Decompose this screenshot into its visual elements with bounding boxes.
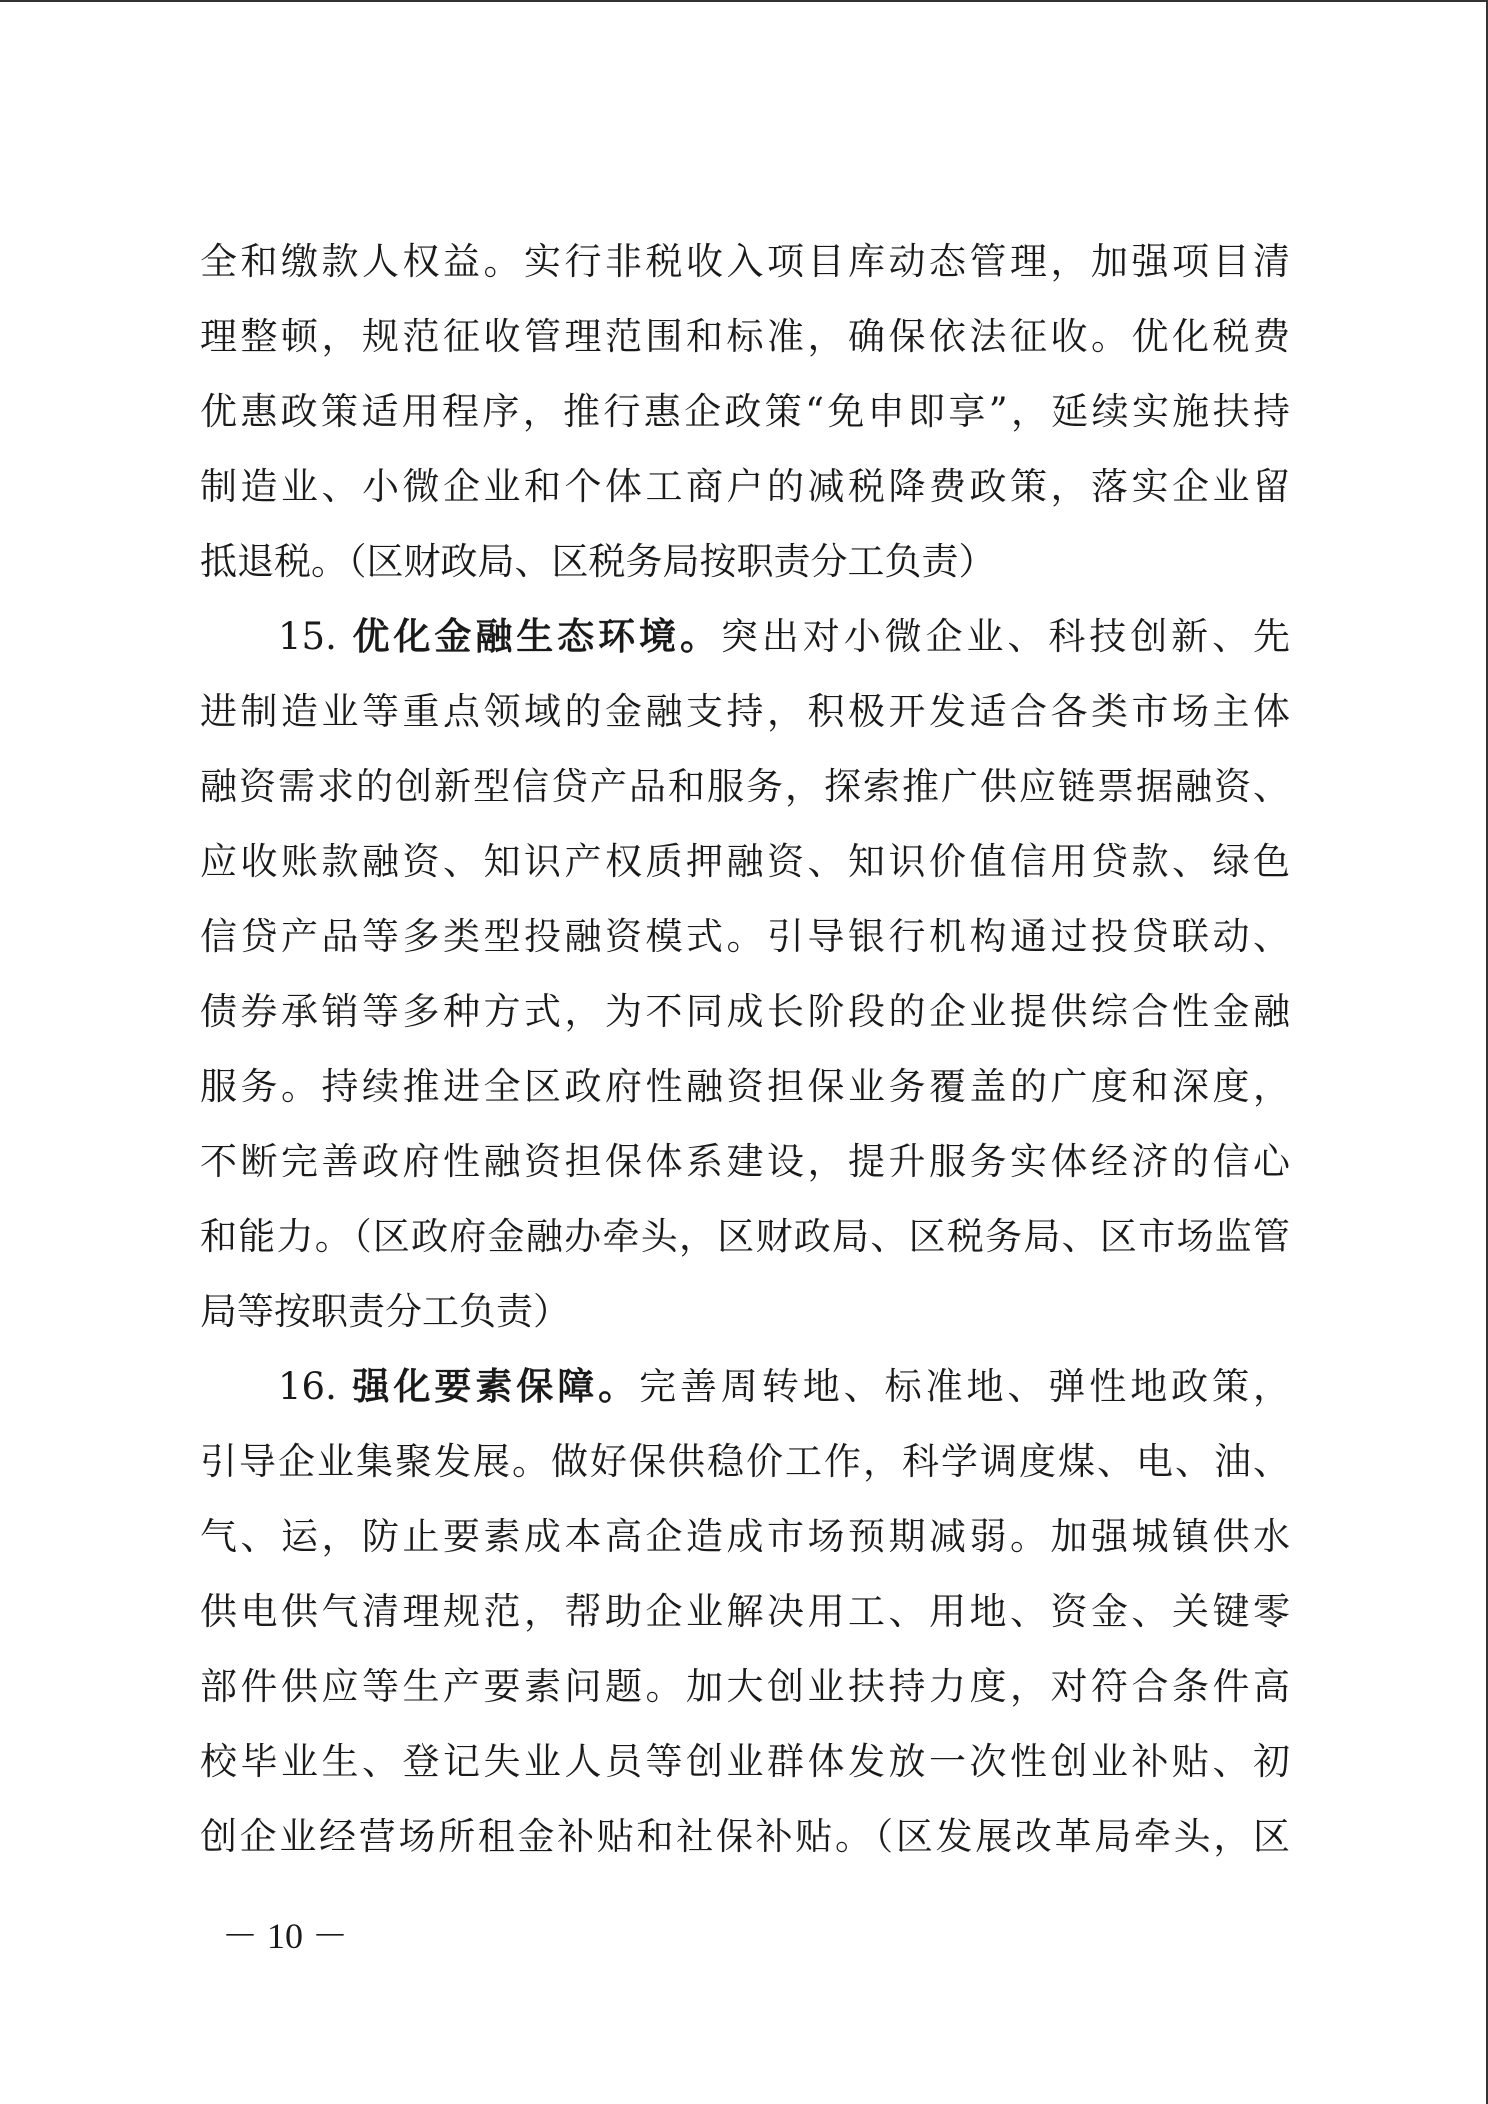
text-line: 优惠政策适用程序，推行惠企政策“免申即享”，延续实施扶持 <box>200 390 1290 433</box>
item-15-first-line <box>200 599 1290 674</box>
text-line: 供电供气清理规范，帮助企业解决用工、用地、资金、关键零 <box>200 1590 1290 1633</box>
text-line: 抵退税。（区财政局、区税务局按职责分工负责） <box>200 540 996 583</box>
text-line: 进制造业等重点领域的金融支持，积极开发适合各类市场主体 <box>200 690 1290 733</box>
text-line: 理整顿，规范征收管理范围和标准，确保依法征收。优化税费 <box>200 315 1290 358</box>
text-line: 债券承销等多种方式，为不同成长阶段的企业提供综合性金融 <box>200 990 1290 1033</box>
text-line: 创企业经营场所租金补贴和社保补贴。（区发展改革局牵头，区 <box>200 1815 1290 1858</box>
text-line: 局等按职责分工负责） <box>200 1290 570 1333</box>
body-text <box>200 224 1290 1874</box>
text-line: 不断完善政府性融资担保体系建设，提升服务实体经济的信心 <box>200 1140 1290 1183</box>
item-15-number: 15. <box>278 615 337 658</box>
item-16-number: 16. <box>278 1365 337 1408</box>
text-line: 和能力。（区政府金融办牵头，区财政局、区税务局、区市场监管 <box>200 1215 1290 1258</box>
text-line: 气、运，防止要素成本高企造成市场预期减弱。加强城镇供水 <box>200 1515 1290 1558</box>
text-line: 服务。持续推进全区政府性融资担保业务覆盖的广度和深度， <box>200 1065 1290 1108</box>
text-line: 校毕业生、登记失业人员等创业群体发放一次性创业补贴、初 <box>200 1740 1290 1783</box>
text-line: 信贷产品等多类型投融资模式。引导银行机构通过投贷联动、 <box>200 915 1290 958</box>
item-15-text: 突出对小微企业、科技创新、先 <box>720 615 1291 658</box>
item-16-heading: 强化要素保障。 <box>352 1365 640 1408</box>
item-16-text: 完善周转地、标准地、弹性地政策， <box>639 1365 1291 1408</box>
text-line: 部件供应等生产要素问题。加大创业扶持力度，对符合条件高 <box>200 1665 1290 1708</box>
item-16-first-line <box>200 1349 1290 1424</box>
text-line: 制造业、小微企业和个体工商户的减税降费政策，落实企业留 <box>200 465 1290 508</box>
page-number: － 10 － <box>222 1916 349 1956</box>
text-line: 全和缴款人权益。实行非税收入项目库动态管理，加强项目清 <box>200 240 1290 283</box>
item-15-heading: 优化金融生态环境。 <box>352 615 721 658</box>
text-line: 融资需求的创新型信贷产品和服务，探索推广供应链票据融资、 <box>200 765 1290 808</box>
text-line: 应收账款融资、知识产权质押融资、知识价值信用贷款、绿色 <box>200 840 1290 883</box>
text-line: 引导企业集聚发展。做好保供稳价工作，科学调度煤、电、油、 <box>200 1440 1290 1483</box>
